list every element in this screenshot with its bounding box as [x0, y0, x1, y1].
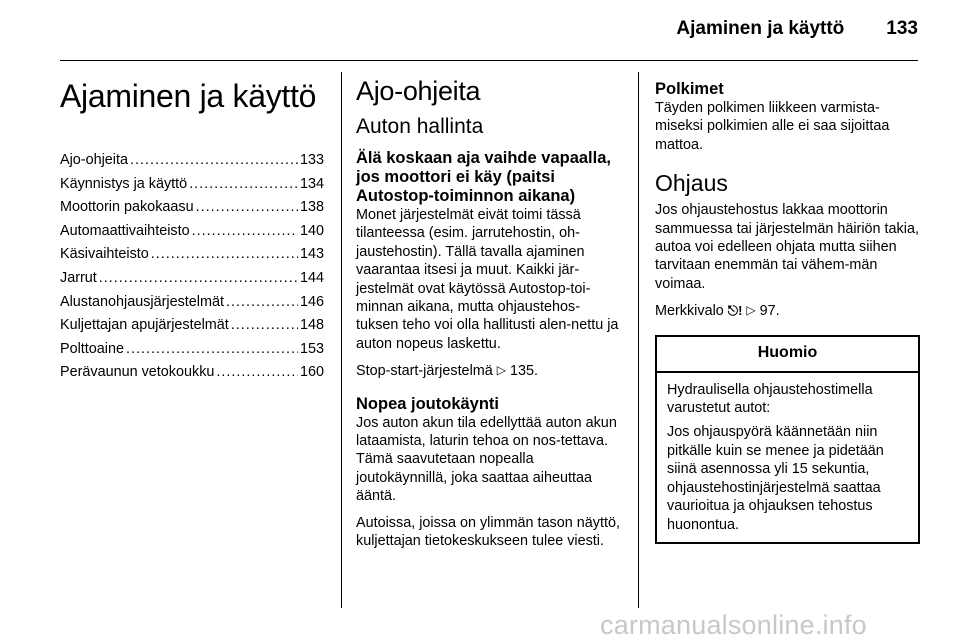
- toc-entry-page: 148: [299, 317, 324, 334]
- watermark: carmanualsonline.info: [600, 610, 867, 640]
- toc-list: [60, 149, 324, 385]
- toc-dot-leader: [226, 291, 298, 315]
- toc-entry[interactable]: [60, 243, 324, 267]
- toc-dot-leader: [130, 149, 298, 173]
- heading: Nopea joutokäynti: [356, 394, 500, 413]
- content-column-2: [356, 70, 621, 559]
- toc-entry-page: 144: [299, 269, 324, 286]
- running-header: [60, 18, 918, 40]
- toc-entry[interactable]: [60, 267, 324, 291]
- toc-entry-page: 143: [299, 246, 324, 263]
- toc-entry[interactable]: [60, 220, 324, 244]
- toc-column: [60, 70, 324, 385]
- toc-dot-leader: [192, 220, 298, 244]
- reference-arrow-icon: ▷: [746, 303, 756, 318]
- toc-dot-leader: [151, 243, 298, 267]
- subsection-title: Auton hallinta: [356, 115, 484, 138]
- toc-entry-page: 146: [299, 293, 324, 310]
- paragraph: Autoissa, joissa on ylimmän tason näyttö, kuljettajan tietokeskukseen tulee viesti.: [356, 514, 620, 550]
- toc-entry-page: 138: [299, 199, 324, 216]
- toc-entry[interactable]: [60, 149, 324, 173]
- toc-entry-label: Kuljettajan apujärjestelmät: [60, 317, 229, 334]
- toc-entry-page: 134: [299, 175, 324, 192]
- toc-entry[interactable]: [60, 173, 324, 197]
- paragraph: Jos ohjaustehostus lakkaa moottorin sammuessa tai järjestelmän häiriön takia, autoa voi edelleen ohjata mutta siihen tarvitaan enemmän tai vähem-män voimaa.: [655, 202, 919, 292]
- toc-dot-leader: [126, 338, 298, 362]
- indicator-reference: [655, 301, 920, 320]
- reference-arrow-icon: ▷: [496, 363, 506, 378]
- page-number: 133: [886, 18, 918, 39]
- running-title: Ajaminen ja käyttö: [676, 18, 845, 39]
- notice-body: [657, 373, 918, 542]
- toc-entry-label: Moottorin pakokaasu: [60, 199, 194, 216]
- toc-entry[interactable]: [60, 196, 324, 220]
- indicator-text: Merkkivalo: [655, 303, 724, 320]
- toc-entry[interactable]: [60, 361, 324, 385]
- toc-entry-label: Alustanohjausjärjestelmät: [60, 293, 224, 310]
- toc-entry[interactable]: [60, 314, 324, 338]
- toc-entry-label: Jarrut: [60, 269, 97, 286]
- steering-warning-icon: ⎋!: [727, 303, 743, 319]
- paragraph: Täyden polkimen liikkeen varmista-miseksi polkimien alle ei saa sijoittaa mattoa.: [655, 100, 890, 153]
- toc-entry[interactable]: [60, 338, 324, 362]
- toc-entry-label: Käsivaihteisto: [60, 246, 149, 263]
- toc-entry-label: Ajo-ohjeita: [60, 152, 128, 168]
- toc-entry-label: Perävaunun vetokoukku: [60, 364, 215, 381]
- notice-paragraph: Jos ohjauspyörä käännetään niin pitkälle kuin se menee ja pidetään siinä asennossa yli 15 sekuntia, ohjaustehostinjärjestelmä saattaa vaurioitua ja ohjauksen tehostus huonontua.: [667, 424, 884, 533]
- column-divider: [341, 72, 342, 608]
- warning-heading: Älä koskaan aja vaihde vapaalla, jos moottori ei käy (paitsi Autostop-toiminnon aikana): [356, 149, 611, 205]
- toc-dot-leader: [216, 361, 298, 385]
- notice-title: Huomio: [657, 337, 918, 373]
- content-column-3: [655, 70, 920, 544]
- section-title: Ohjaus: [655, 170, 728, 197]
- toc-entry[interactable]: [60, 291, 324, 315]
- toc-entry-label: Polttoaine: [60, 340, 125, 357]
- toc-dot-leader: [99, 267, 298, 291]
- reference-page: 135.: [510, 363, 539, 380]
- cross-reference: [356, 361, 621, 380]
- toc-entry-page: 133: [299, 152, 324, 168]
- paragraph: Jos auton akun tila edellyttää auton akun lataamista, laturin tehoa on nos-tettava. Tämä saavutetaan nopealla joutokäynnillä, joka saattaa aiheuttaa ääntä.: [356, 414, 617, 505]
- toc-entry-label: Automaattivaihteisto: [60, 222, 190, 239]
- toc-dot-leader: [231, 314, 298, 338]
- toc-dot-leader: [189, 173, 298, 197]
- header-rule: [60, 60, 918, 61]
- notice-paragraph: Hydraulisella ohjaustehostimella varustetut autot:: [667, 381, 873, 417]
- section-title: Ajo-ohjeita: [356, 76, 481, 106]
- column-divider: [638, 72, 639, 608]
- toc-dot-leader: [196, 196, 298, 220]
- toc-entry-page: 153: [299, 340, 324, 357]
- paragraph: Monet järjestelmät eivät toimi tässä tilanteessa (esim. jarrutehostin, oh-jaustehostin). Tällä tavalla ajaminen vaarantaa itsesi ja muut. Kaikki jär-jestelmät ovat käytössä Autostop-toi-minnan aikana, mutta ohjaustehos-tuksen teho voi olla hallitusti alen-nettu ja auton nopeus laskettu.: [356, 207, 619, 352]
- indicator-page: 97.: [759, 303, 780, 320]
- toc-entry-page: 160: [299, 364, 324, 381]
- toc-entry-page: 140: [299, 222, 324, 239]
- chapter-title: Ajaminen ja käyttö: [60, 78, 317, 114]
- notice-box: [655, 335, 920, 544]
- toc-entry-label: Käynnistys ja käyttö: [60, 175, 188, 192]
- heading: Polkimet: [655, 80, 724, 98]
- reference-text: Stop-start-järjestelmä: [356, 363, 493, 380]
